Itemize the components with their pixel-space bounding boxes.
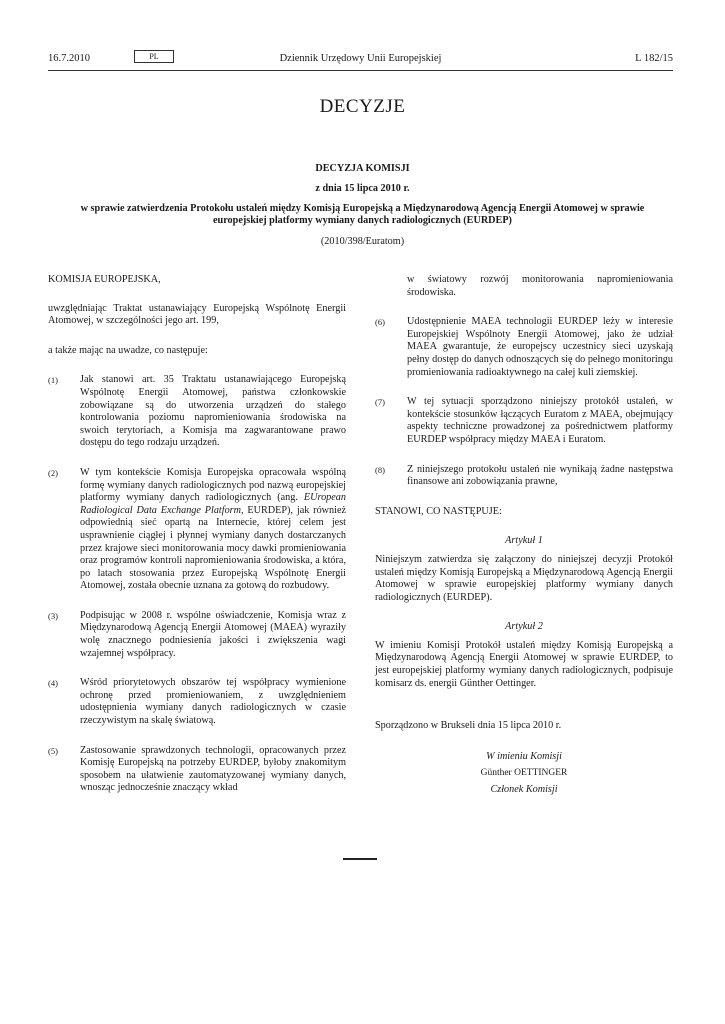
recital-number: (8) <box>375 464 385 475</box>
recital-number: (1) <box>48 375 58 386</box>
page-reference: L 182/15 <box>635 53 673 64</box>
sign-name: Günther OETTINGER <box>480 768 568 779</box>
recital-text: w światowy rozwój monitorowania napromieniowania środowiska. <box>407 274 673 298</box>
language-badge: PL <box>134 50 174 63</box>
recital-text: W tej sytuacji sporządzono niniejszy protokół ustaleń, w kontekście stosunków łączących Euratom z MAEA, obejmujący aspekty techniczne prowadzonej za pośrednictwem platformy EURDEP współpracy między MAEA i Euratom. <box>407 396 673 445</box>
recital-7 <box>375 396 673 446</box>
end-divider <box>343 858 377 860</box>
recital-1 <box>48 374 346 450</box>
recital-number: (6) <box>375 317 385 328</box>
commission-line: KOMISJA EUROPEJSKA, <box>48 274 161 285</box>
page-header <box>48 52 673 68</box>
sign-role: Członek Komisji <box>490 784 558 796</box>
recital-3 <box>48 610 346 660</box>
recital-text: , EURDEP), jak również odpowiednią sieć opartą na Internecie, której celem jest usprawnienie ciągłej i płynnej wymiany danych dostarczanych przez krajowe sieci monitorowania mocy dawki promieniowania oraz programów kontroli napromieniowania środowiska, a która, po latach stosowania przez Europejską Wspólnotę Energii Atomowej, została obecnie uznana za gotową do rozbudowy. <box>80 504 346 592</box>
recital-number: (2) <box>48 467 58 478</box>
journal-title: Dziennik Urzędowy Unii Europejskiej <box>279 53 442 64</box>
having-regard: uwzględniając Traktat ustanawiający Europejską Wspólnotę Energii Atomowej, w szczególności jego art. 199, <box>48 302 346 327</box>
decision-type: DECYZJA KOMISJI <box>315 163 410 174</box>
done-at: Sporządzono w Brukseli dnia 15 lipca 2010 r. <box>375 720 562 732</box>
signature-block <box>375 751 673 797</box>
section-title: DECYZJE <box>319 96 406 117</box>
recital-4 <box>48 677 346 727</box>
recital-text: Podpisując w 2008 r. wspólne oświadczenie, Komisja wraz z Międzynarodową Agencją Energii Atomowej (MAEA) wyraziły wolę znacznego podniesienia jakości i zwiększenia wagi wzajemnej współpracy. <box>80 609 346 659</box>
article-1-text: Niniejszym zatwierdza się załączony do niniejszej decyzji Protokół ustaleń między Komisją Europejską a Międzynarodową Agencją Energii Atomowej w sprawie europejskiej platformy wymiany danych radiologicznych (EURDEP). <box>375 553 673 603</box>
recital-text: Jak stanowi art. 35 Traktatu ustanawiającego Europejską Wspólnotę Energii Atomowej, państwa członkowskie zobowiązane są do utworzenia urządzeń do stałego kontrolowania poziomu napromieniowania środowiska na swoich terytoriach, a Komisja ma zagwarantowane prawo dostępu do tego rodzaju urządzeń. <box>80 374 346 449</box>
recital-number: (5) <box>48 745 58 756</box>
recital-number: (7) <box>375 397 385 408</box>
recital-2 <box>48 467 346 593</box>
decision-date: z dnia 15 lipca 2010 r. <box>315 183 410 194</box>
right-column <box>375 270 673 797</box>
whereas-intro: a także mając na uwadze, co następuje: <box>48 344 208 356</box>
recital-number: (4) <box>48 678 58 689</box>
publication-date: 16.7.2010 <box>48 53 90 64</box>
recital-number: (3) <box>48 610 58 621</box>
decision-number: (2010/398/Euratom) <box>320 236 405 247</box>
recital-text: W tym kontekście Komisja Europejska opracowała wspólną formę wymiany danych radiologicznych pod nazwą europejskiej platformy wymiany danych radiologicznych (ang. <box>80 466 346 504</box>
left-column <box>48 270 346 795</box>
sign-for: W imieniu Komisji <box>486 750 562 762</box>
article-2-text: W imieniu Komisji Protokół ustaleń między Komisją Europejską a Międzynarodową Agencją Energii Atomowej w sprawie EURDEP, to jest europejskiej platformy wymiany danych radiologicznych, podpisuje komisarz ds. energii Günther Oettinger. <box>375 639 673 689</box>
header-divider <box>48 70 673 71</box>
article-1-title: Artykuł 1 <box>505 535 543 547</box>
recital-5-continuation <box>375 274 673 299</box>
recital-5 <box>48 745 346 795</box>
decides-line: STANOWI, CO NASTĘPUJE: <box>375 505 502 517</box>
recital-6 <box>375 316 673 379</box>
recital-text: Z niniejszego protokołu ustaleń nie wynikają żadne następstwa finansowe ani zobowiązania prawne, <box>407 463 673 488</box>
recital-8 <box>375 464 673 489</box>
recital-text: Wśród priorytetowych obszarów tej współpracy wymienione ochronę przed promieniowaniem, z uwzględnieniem udostępnienia wymiany danych radiologicznych w czasie rzeczywistym na skalę światową. <box>80 677 346 727</box>
article-2-title: Artykuł 2 <box>505 621 543 633</box>
recital-text: Udostępnienie MAEA technologii EURDEP leży w interesie Europejskiej Wspólnoty Energii Atomowej, jako że udział MAEA gwarantuje, że europejscy uczestnicy sieci uzyskają pełny dostęp do danych odnoszących się do pełnego monitoringu promieniowania radioaktywnego na całej kuli ziemskiej. <box>407 316 673 378</box>
recital-emphasis: EUropean Radiological Data Exchange Platform <box>80 492 346 516</box>
decision-subject: w sprawie zatwierdzenia Protokołu ustaleń między Komisją Europejską a Międzynarodową Agencją Energii Atomowej w sprawie europejskiej platformy wymiany danych radiologicznych (EURDEP) <box>80 203 645 227</box>
recital-text: Zastosowanie sprawdzonych technologii, opracowanych przez Komisję Europejską na potrzeby EURDEP, byłoby znakomitym sposobem na ułatwienie zautomatyzowanej wymiany danych, wnosząc jednocześnie znaczący wkład <box>80 744 346 794</box>
